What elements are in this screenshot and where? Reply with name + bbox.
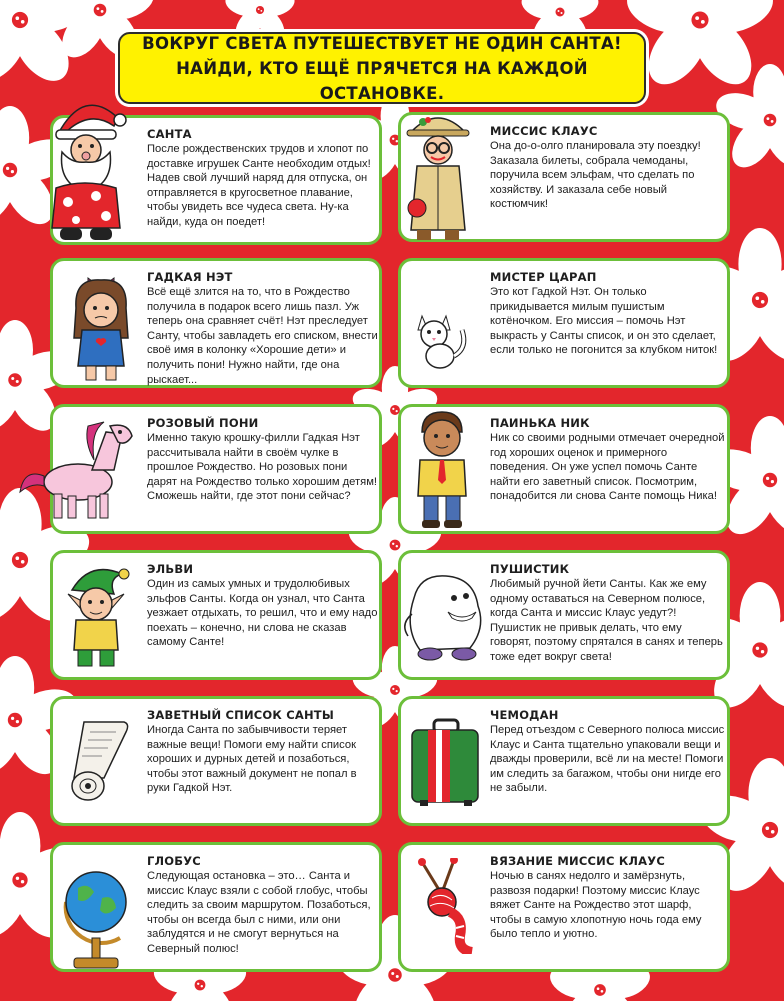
card-title: ГАДКАЯ НЭТ bbox=[147, 270, 233, 284]
card-text: Перед отъездом с Северного полюса миссис Клаус и Санта тщательно упаковали вещи и дважды проверили, всё ли на месте! Помоги им следить за багажом, чтобы они нигде его не забыли. bbox=[490, 724, 725, 795]
banner-line-1: ВОКРУГ СВЕТА ПУТЕШЕСТВУЕТ НЕ ОДИН САНТА! bbox=[142, 33, 622, 53]
pony-icon bbox=[14, 412, 138, 524]
card-text: Один из самых умных и трудолюбивых эльфов Санты. Когда он узнал, что Санта уезжает отдыхать, то решил, что и ему надо поехать – конечно, ни слова не сказав самому Санте! bbox=[147, 578, 378, 649]
card-text: Ночью в санях недолго и замёрзнуть, развозя подарки! Поэтому миссис Клаус вяжет Санте на Рождество этот шарф, чтобы в самую хлопотную ночь года ему было тепло и уютно. bbox=[490, 870, 702, 941]
scroll-icon bbox=[64, 716, 134, 806]
card-text: После рождественских трудов и хлопот по доставке игрушек Санте необходим отдых! Надев свой лучший наряд для отпуска, он отправляется в кругосветное плавание, чтобы увидеть все чудеса света. Ну-ка найди, куда он поедет! bbox=[147, 143, 371, 228]
mrs-claus-icon bbox=[403, 104, 473, 244]
yeti-icon bbox=[400, 568, 490, 668]
card-text: Следующая остановка – это… Санта и миссис Клаус взяли с собой глобус, чтобы следить за своим маршрутом. Позаботься, чтобы он всегда был с ними, или они заблудятся и не смогут вернуться на Северный полюс! bbox=[147, 870, 371, 955]
card-title: МИССИС КЛАУС bbox=[490, 124, 598, 138]
card-text: Именно такую крошку-филли Гадкая Нэт рассчитывала найти в своём чулке в прошлое Рождество. Но розовых пони дарят на Рождество только хорошим детям! Сможешь найти, где этот пони сейчас? bbox=[147, 432, 378, 503]
card-title: ЧЕМОДАН bbox=[490, 708, 559, 722]
card-title: МИСТЕР ЦАРАП bbox=[490, 270, 597, 284]
girl-icon bbox=[66, 268, 136, 386]
cat-icon bbox=[414, 308, 470, 374]
card-title: ЭЛЬВИ bbox=[147, 562, 194, 576]
elf-icon bbox=[60, 560, 134, 674]
card-text: Иногда Санта по забывчивости теряет важные вещи! Помоги ему найти список хороших и дурных детей и позаботься, чтобы этот важный документ не попал в руки Гадкой Нэт. bbox=[147, 724, 357, 795]
suitcase-icon bbox=[408, 716, 484, 810]
santa-icon bbox=[38, 92, 130, 244]
card-text: Она до-о-олго планировала эту поездку! Заказала билеты, собрала чемоданы, поручила всем эльфам, что сделать по хозяйству. И заказала себе новый костюмчик! bbox=[490, 140, 701, 211]
card-title: ВЯЗАНИЕ МИССИС КЛАУС bbox=[490, 854, 665, 868]
globe-icon bbox=[56, 852, 136, 978]
knitting-icon bbox=[410, 858, 480, 954]
card-title: РОЗОВЫЙ ПОНИ bbox=[147, 416, 259, 430]
card-text: Всё ещё злится на то, что в Рождество получила в подарок всего лишь пазл. Уж теперь она сравняет счёт! Нэт преследует Санту, чтобы завладеть его списком, внести своё имя в колонку «Хорошие дети» и получить пони! Нужно найти, где она рыскает... bbox=[147, 286, 378, 386]
card-title: ЗАВЕТНЫЙ СПИСОК САНТЫ bbox=[147, 708, 334, 722]
header-banner bbox=[118, 32, 646, 104]
card-title: ПАИНЬКА НИК bbox=[490, 416, 590, 430]
boy-icon bbox=[410, 408, 474, 532]
card-title: ПУШИСТИК bbox=[490, 562, 570, 576]
card-text: Любимый ручной йети Санты. Как же ему одному оставаться на Северном полюсе, когда Санта и миссис Клаус уедут?! Пушистик не привык делать, что ему говорят, поэтому спрятался в санях и теперь тоже едет вокруг света! bbox=[490, 578, 723, 663]
banner-line-2: НАЙДИ, КТО ЕЩЁ ПРЯЧЕТСЯ НА КАЖДОЙ ОСТАНОВКЕ. bbox=[176, 58, 588, 103]
card-title: САНТА bbox=[147, 127, 192, 141]
card-text: Ник со своими родными отмечает очередной год хороших оценок и примерного поведения. Он уже успел помочь Санте найти его заветный список. Посмотрим, понадобится ли снова Санте помощь Ника! bbox=[490, 432, 725, 503]
card-title: ГЛОБУС bbox=[147, 854, 201, 868]
card-text: Это кот Гадкой Нэт. Он только прикидывается милым пушистым котёночком. Его миссия – помочь Нэт выкрасть у Санты список, и он это сделает, если только не погонится за клубком ниток! bbox=[490, 286, 718, 357]
